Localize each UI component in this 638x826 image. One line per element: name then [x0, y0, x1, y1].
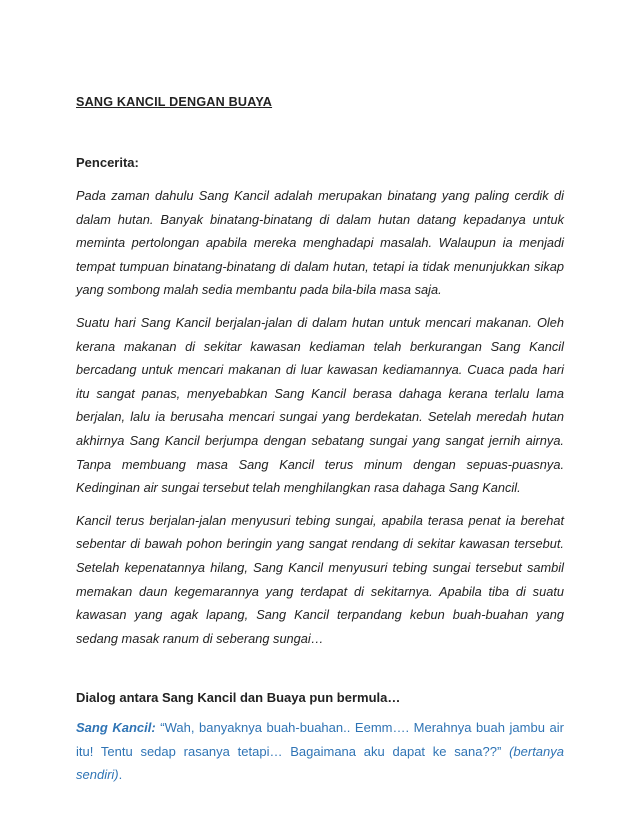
dialog-text: “Wah, banyaknya buah-buahan.. Eemm…. Merahnya buah jambu air itu! Tentu sedap rasanya tetapi… Bagaimana aku dapat ke sana??” [76, 720, 564, 759]
document-title: SANG KANCIL DENGAN BUAYA [76, 95, 273, 109]
dialog-speaker: Sang Kancil: [76, 720, 156, 736]
paragraph-3: Kancil terus berjalan-jalan menyusuri tebing sungai, apabila terasa penat ia berehat sebentar di bawah pohon beringin yang sangat rendang di sekitar kawasan tersebut. Setelah kepenatannya hilang, Sang Kancil menyusuri tebing sungai tersebut sambil memakan daun kegemarannya yang terdapat di sekitarnya. Apabila tiba di suatu kawasan yang agak lapang, Sang Kancil terpandang kebun buah-buahan yang sedang masak ranum di seberang sungai… [76, 512, 564, 646]
narrator-label: Pencerita: [76, 155, 139, 170]
dialog-line [76, 716, 564, 787]
dialog-heading: Dialog antara Sang Kancil dan Buaya pun bermula… [76, 690, 401, 706]
paragraph-2: Suatu hari Sang Kancil berjalan-jalan di dalam hutan untuk mencari makanan. Oleh kerana makanan di sekitar kawasan kediaman telah berkurangan Sang Kancil bercadang untuk mencari makanan di luar kawasan kediamannya. Cuaca pada hari itu sangat panas, menyebabkan Sang Kancil berasa dahaga kerana terlalu lama berjalan, lalu ia berusaha mencari sungai yang berdekatan. Setelah meredah hutan akhirnya Sang Kancil berjumpa dengan sebatang sungai yang sangat jernih airnya. Tanpa membuang masa Sang Kancil terus minum dengan sepuas-puasnya. Kedinginan air sungai tersebut telah menghilangkan rasa dahaga Sang Kancil. [76, 314, 564, 496]
dialog-note: (bertanya sendiri) [76, 743, 564, 783]
paragraph-1: Pada zaman dahulu Sang Kancil adalah merupakan binatang yang paling cerdik di dalam hutan. Banyak binatang-binatang di dalam hutan datang kepadanya untuk meminta pertolongan apabila mereka menghadapi masalah. Walaupun ia menjadi tempat tumpuan binatang-binatang di dalam hutan, tetapi ia tidak menunjukkan sikap yang sombong malah sedia membantu pada bila-bila masa saja. [76, 188, 564, 298]
dialog-end: . [118, 767, 123, 783]
